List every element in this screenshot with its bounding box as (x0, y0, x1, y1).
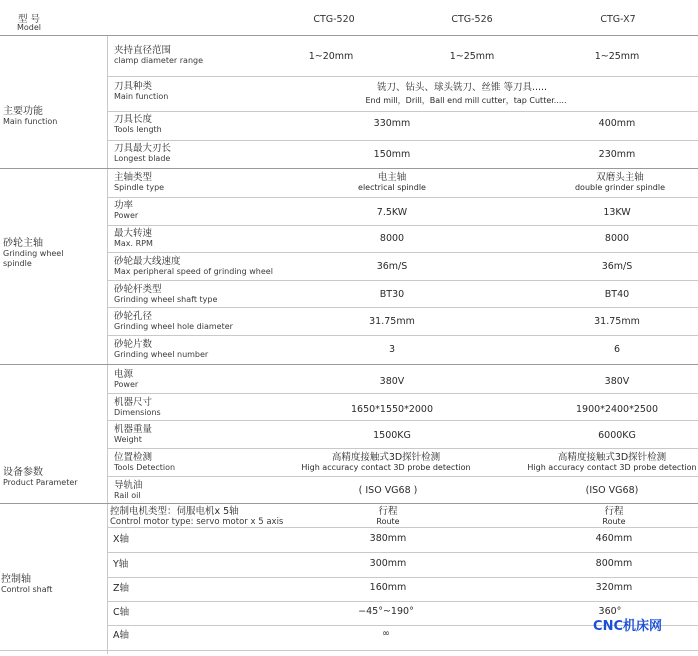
wheel-num-v2: 6 (613, 344, 621, 355)
detect-v1 (301, 452, 470, 473)
row-wheel-num-en: Grinding wheel number (114, 350, 209, 359)
row-dims-cn: 机器尺寸 (114, 397, 153, 408)
row-hole-en: Grinding wheel hole diameter (114, 322, 233, 331)
header-divider (0, 35, 698, 36)
rpm-v1: 8000 (379, 233, 405, 244)
row-clamp-cn: 夹持直径范围 (114, 45, 172, 56)
section-control (1, 574, 52, 595)
z-axis-v2: 320mm (595, 582, 633, 593)
watermark-logo: CNC机床网 (593, 619, 662, 634)
detect-v1-en: High accuracy contact 3D probe detection (301, 463, 471, 472)
a-axis-label: A轴 (113, 630, 129, 641)
row-spindle-type-label (114, 172, 164, 193)
speed-v1: 36m/S (376, 261, 408, 272)
power-v2: 13KW (603, 207, 631, 218)
motor-v1-en: Route (376, 517, 400, 526)
section-main-function-en: Main function (3, 117, 58, 126)
row-divider (108, 476, 698, 477)
section-divider (0, 364, 698, 365)
row-dims-label (114, 397, 161, 418)
y-axis-label: Y轴 (113, 559, 129, 570)
tool-type-value-cn: 铣刀、钻头、球头铣刀、丝锥 等刀具..... (376, 82, 548, 93)
c-axis-label: C轴 (113, 607, 130, 618)
spindle-type-v2 (575, 172, 665, 193)
row-speed-label (114, 256, 273, 277)
c-axis-v2: 360° (598, 606, 622, 617)
row-clamp-en: clamp diameter range (114, 56, 204, 65)
section-equipment-cn: 设备参数 (3, 467, 43, 478)
power-supply-v1: 380V (379, 376, 405, 387)
row-weight-cn: 机器重量 (114, 424, 153, 435)
row-tool-type-cn: 刀具种类 (114, 81, 153, 92)
section-spindle-en2: spindle (3, 259, 32, 268)
clamp-ctg526: 1~25mm (449, 51, 495, 62)
z-axis-v1: 160mm (369, 582, 407, 593)
row-tool-type-label (114, 81, 168, 102)
row-power-cn: 功率 (114, 200, 134, 211)
spindle-type-v2-en: double grinder spindle (574, 183, 666, 192)
rail-v2: (ISO VG68) (585, 485, 639, 496)
detect-v1-cn: 高精度接触式3D探针检测 (331, 452, 441, 463)
clamp-ctg520: 1~20mm (308, 51, 354, 62)
row-divider (108, 448, 698, 449)
section-main-function (3, 106, 57, 127)
row-blade-label (114, 143, 171, 164)
row-divider (108, 307, 698, 308)
table-bottom (0, 650, 698, 651)
motor-v1-cn: 行程 (378, 506, 398, 517)
row-shaft-label (114, 284, 217, 305)
model-ctg-520: CTG-520 (313, 14, 355, 25)
c-axis-v1: −45°~190° (358, 606, 414, 617)
row-hole-cn: 砂轮孔径 (114, 311, 153, 322)
x-axis-label: X轴 (113, 534, 130, 545)
row-divider (108, 335, 698, 336)
motor-v1 (376, 506, 399, 527)
hole-v2: 31.75mm (594, 316, 640, 327)
row-blade-en: Longest blade (114, 154, 171, 163)
row-tool-length-label (114, 114, 162, 135)
section-equipment-en: Product Parameter (3, 478, 78, 487)
column-divider (107, 36, 108, 654)
model-label-cn: 型 号 (18, 14, 41, 25)
row-power-supply-cn: 电源 (114, 369, 134, 380)
row-wheel-num-label (114, 339, 208, 360)
clamp-ctgx7: 1~25mm (594, 51, 640, 62)
row-wheel-num-cn: 砂轮片数 (114, 339, 153, 350)
section-control-en: Control shaft (1, 585, 53, 594)
dims-v2: 1900*2400*2500 (575, 404, 659, 415)
motor-v2-cn: 行程 (604, 506, 624, 517)
section-divider (0, 168, 698, 169)
model-ctg-526: CTG-526 (451, 14, 493, 25)
wheel-num-v1: 3 (388, 344, 396, 355)
motor-v2-en: Route (602, 517, 626, 526)
detect-v2 (527, 452, 696, 473)
row-divider (108, 111, 698, 112)
row-speed-cn: 砂轮最大线速度 (114, 256, 181, 267)
section-spindle-cn: 砂轮主轴 (3, 238, 43, 249)
model-label-en: Model (17, 23, 42, 32)
weight-v2: 6000KG (598, 430, 636, 441)
row-spindle-type-en: Spindle type (114, 183, 165, 192)
shaft-v2: BT40 (604, 289, 630, 300)
row-motor-en: Control motor type: servo motor x 5 axis (110, 517, 284, 527)
section-main-function-cn: 主要功能 (3, 106, 43, 117)
y-axis-v2: 800mm (595, 558, 633, 569)
model-ctg-x7: CTG-X7 (600, 14, 636, 25)
row-weight-label (114, 424, 152, 445)
shaft-v1: BT30 (379, 289, 405, 300)
row-detect-label (114, 452, 175, 473)
row-hole-label (114, 311, 233, 332)
z-axis-label: Z轴 (113, 583, 130, 594)
section-equipment (3, 467, 78, 488)
tool-length-v1: 330mm (373, 118, 411, 129)
row-dims-en: Dimensions (114, 408, 161, 417)
motor-v2 (602, 506, 625, 527)
spindle-type-v1-en: electrical spindle (358, 183, 426, 192)
row-detect-en: Tools Detection (114, 463, 176, 472)
row-clamp-label (114, 45, 203, 66)
row-power-label (114, 200, 138, 221)
row-divider (108, 420, 698, 421)
row-divider (108, 601, 698, 602)
row-divider (108, 577, 698, 578)
row-divider (108, 76, 698, 77)
detect-v2-cn: 高精度接触式3D探针检测 (557, 452, 667, 463)
spindle-type-v2-cn: 双磨头主轴 (596, 172, 644, 183)
row-divider (108, 225, 698, 226)
spindle-type-v1 (358, 172, 426, 193)
row-rpm-label (114, 228, 153, 249)
spindle-type-v1-cn: 电主轴 (377, 172, 407, 183)
row-motor-label (110, 506, 283, 527)
blade-v1: 150mm (373, 149, 411, 160)
a-axis-v1: ∞ (382, 628, 390, 639)
row-power-supply-label (114, 369, 138, 390)
tool-length-v2: 400mm (598, 118, 636, 129)
row-power-en: Power (114, 211, 139, 220)
rail-v1: ( ISO VG68 ) (358, 485, 418, 496)
section-control-cn: 控制轴 (1, 574, 31, 585)
detect-v2-en: High accuracy contact 3D probe detection (527, 463, 697, 472)
row-weight-en: Weight (114, 435, 142, 444)
row-motor-cn: 控制电机类型：伺服电机x 5轴 (110, 506, 239, 517)
row-blade-cn: 刀具最大刃长 (114, 143, 172, 154)
row-tool-length-en: Tools length (114, 125, 162, 134)
row-detect-cn: 位置检测 (114, 452, 153, 463)
row-spindle-type-cn: 主轴类型 (114, 172, 153, 183)
row-speed-en: Max peripheral speed of grinding wheel (114, 267, 273, 276)
row-tool-type-en: Main function (114, 92, 169, 101)
row-tool-length-cn: 刀具长度 (114, 114, 153, 125)
row-rpm-en: Max. RPM (114, 239, 153, 248)
row-divider (108, 252, 698, 253)
power-v1: 7.5KW (376, 207, 408, 218)
weight-v1: 1500KG (373, 430, 411, 441)
row-rail-cn: 导轨油 (114, 480, 143, 491)
row-divider (108, 527, 698, 528)
section-spindle (3, 238, 63, 269)
row-rpm-cn: 最大转速 (114, 228, 153, 239)
x-axis-v2: 460mm (595, 533, 633, 544)
row-divider (108, 552, 698, 553)
row-shaft-cn: 砂轮杆类型 (114, 284, 162, 295)
speed-v2: 36m/S (601, 261, 633, 272)
row-divider (108, 140, 698, 141)
y-axis-v1: 300mm (369, 558, 407, 569)
hole-v1: 31.75mm (369, 316, 415, 327)
row-divider (108, 280, 698, 281)
power-supply-v2: 380V (604, 376, 630, 387)
section-divider (0, 503, 698, 504)
x-axis-v1: 380mm (369, 533, 407, 544)
row-rail-en: Rail oil (114, 491, 141, 500)
row-divider (108, 197, 698, 198)
row-power-supply-en: Power (114, 380, 139, 389)
row-rail-label (114, 480, 143, 501)
blade-v2: 230mm (598, 149, 636, 160)
dims-v1: 1650*1550*2000 (350, 404, 434, 415)
section-spindle-en1: Grinding wheel (3, 249, 64, 258)
rpm-v2: 8000 (604, 233, 630, 244)
row-shaft-en: Grinding wheel shaft type (114, 295, 218, 304)
row-divider (108, 393, 698, 394)
tool-type-value-en: End mill，Drill，Ball end mill cutter，tap Cutter..... (365, 96, 567, 105)
